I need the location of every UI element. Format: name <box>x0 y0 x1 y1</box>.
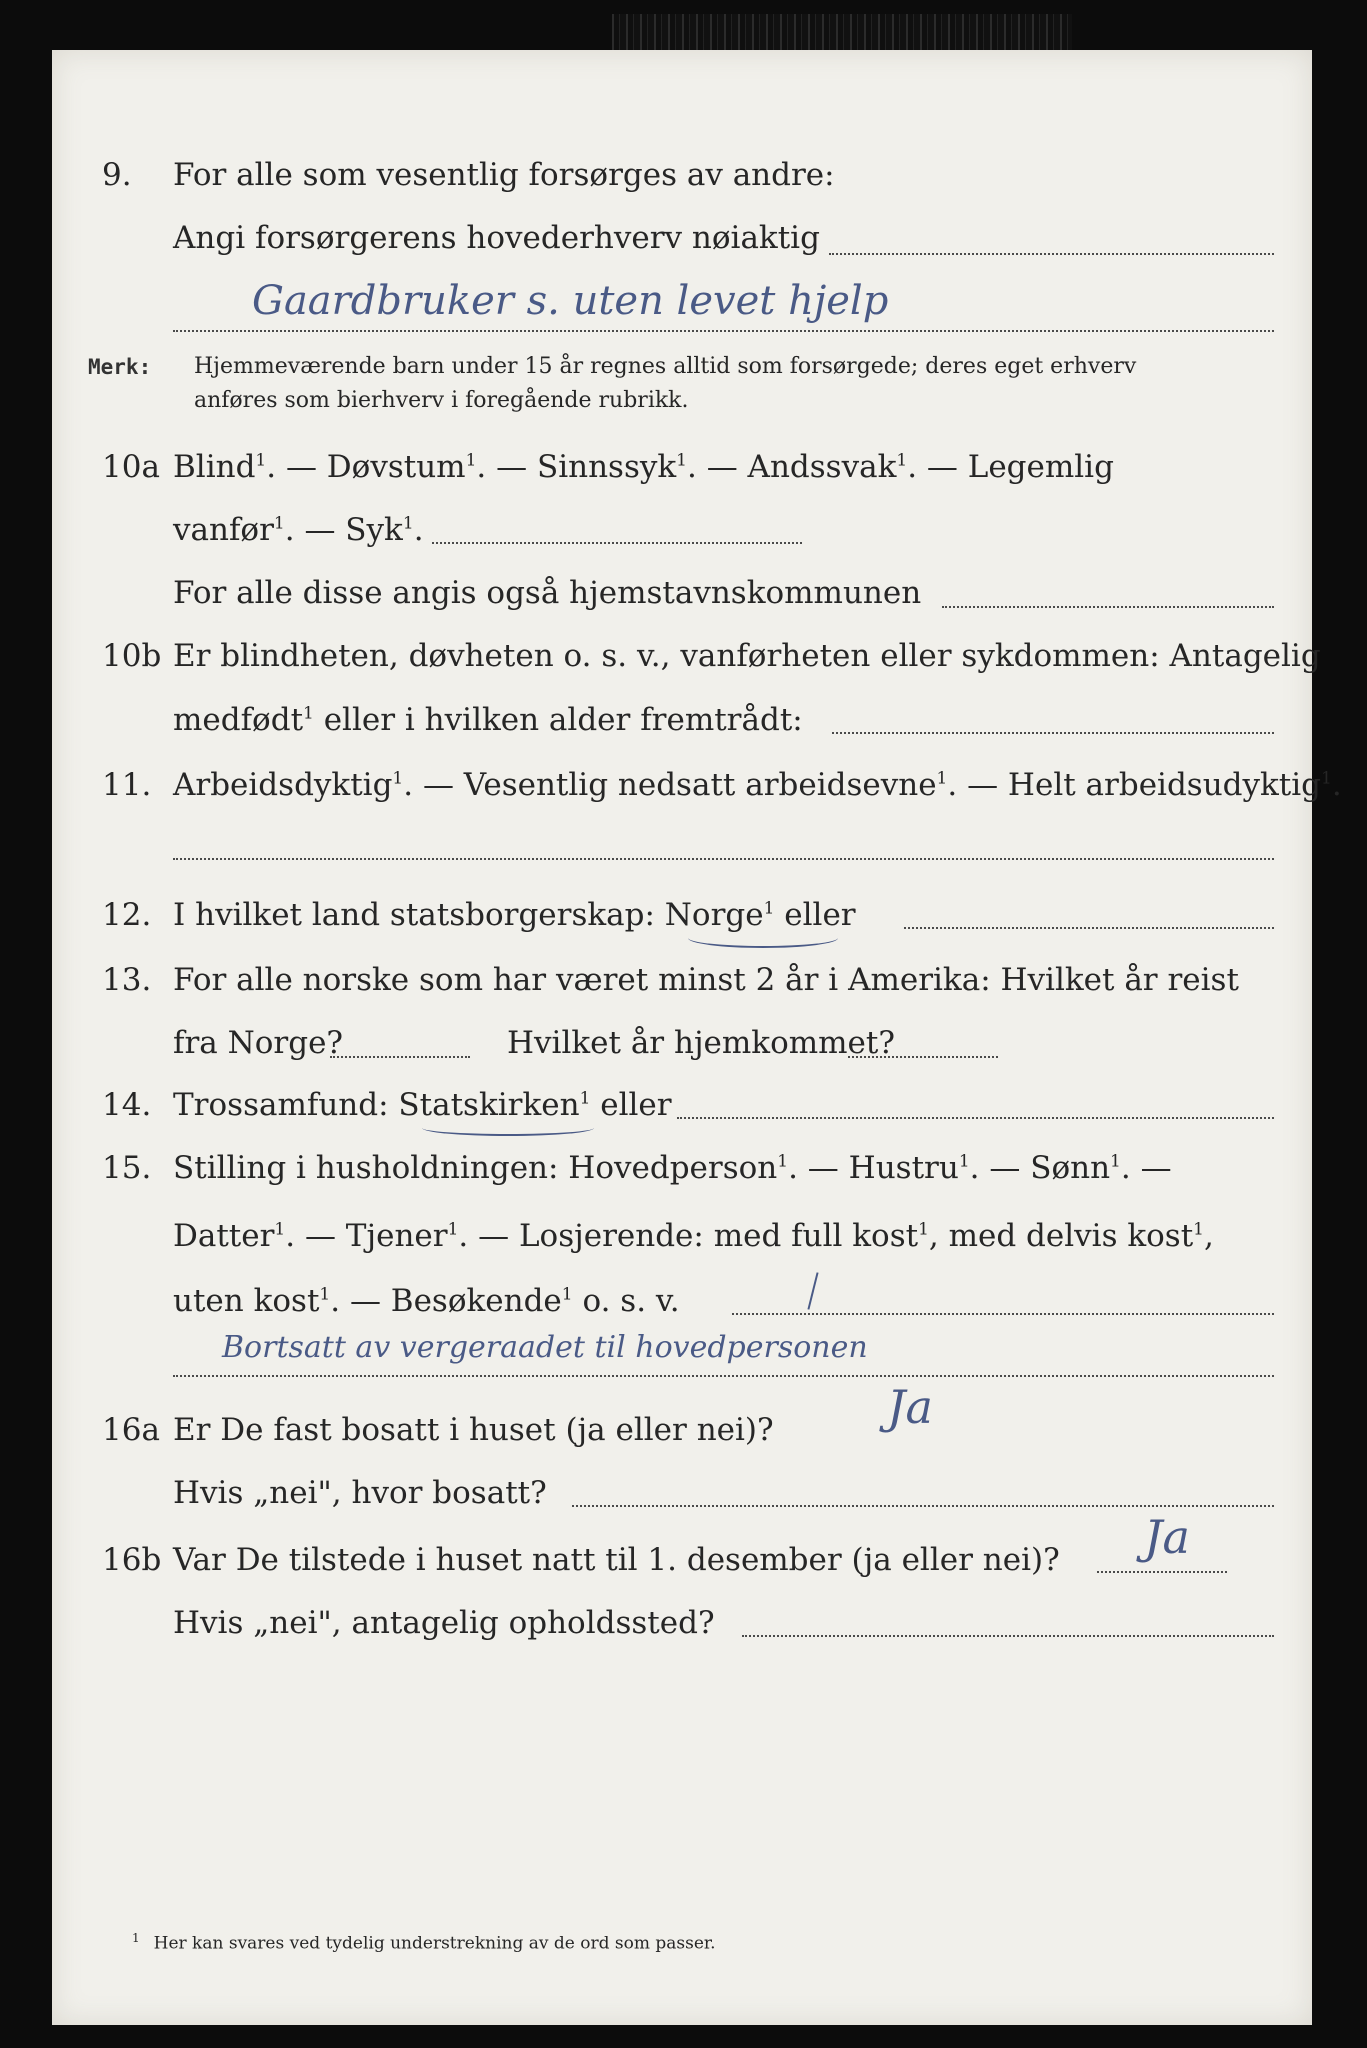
question-number: 10b <box>102 638 162 674</box>
question-number: 12. <box>102 897 152 933</box>
question-text: Trossamfund: Statskirken$^1$ eller <box>173 1087 672 1123</box>
question-10b-line-1 <box>52 631 1321 681</box>
question-12-line <box>52 890 1312 940</box>
answer-line <box>742 1635 1274 1637</box>
question-9-line-1 <box>52 150 1312 200</box>
note-text: anføres som bierhverv i foregående rubrikk. <box>194 388 689 413</box>
question-text: For alle som vesentlig forsørges av andre: <box>173 157 835 193</box>
answer-line <box>677 1117 1274 1119</box>
question-text: uten kost$^1$. — Besøkende$^1$ o. s. v. <box>173 1283 680 1319</box>
question-text: Hvis „nei", antagelig opholdssted? <box>173 1605 715 1641</box>
handwritten-answer: Bortsatt av vergeraadet til hovedpersonen <box>222 1330 868 1365</box>
answer-line <box>1097 1571 1227 1573</box>
question-text: Blind$^1$. — Døvstum$^1$. — Sinnssyk$^1$. — Andssvak$^1$. — Legemlig <box>173 449 1114 485</box>
handwritten-answer: Ja <box>887 1380 933 1434</box>
question-15-line-3 <box>52 1276 1312 1326</box>
question-text: Er De fast bosatt i huset (ja eller nei)? <box>173 1412 774 1448</box>
answer-line <box>832 732 1274 734</box>
question-10a-line-2 <box>52 505 1312 555</box>
underline-mark <box>422 1120 594 1136</box>
census-form-page <box>52 50 1342 2025</box>
question-text: fra Norge? <box>173 1025 344 1061</box>
note-label: Merk: <box>88 355 152 379</box>
question-9-line-2 <box>52 213 1312 263</box>
question-number: 10a <box>102 449 160 485</box>
answer-line <box>942 606 1274 608</box>
question-16a-line-1 <box>52 1405 1312 1455</box>
question-10b-line-2 <box>52 695 1312 745</box>
answer-line <box>173 858 1274 860</box>
question-text: Er blindheten, døvheten o. s. v., vanførheten eller sykdommen: Antagelig <box>173 638 1321 674</box>
footnote-mark: 1 <box>132 1931 140 1945</box>
question-text: medfødt$^1$ eller i hvilken alder fremtrådt: <box>173 702 803 738</box>
question-16b-line-1 <box>52 1535 1312 1585</box>
answer-line <box>432 542 802 544</box>
question-text: Arbeidsdyktig$^1$. — Vesentlig nedsatt arbeidsevne$^1$. — Helt arbeidsudyktig$^1$. <box>173 767 1342 803</box>
question-text: Stilling i husholdningen: Hovedperson$^1$. — Hustru$^1$. — Sønn$^1$. — <box>173 1150 1172 1186</box>
question-15-line-1 <box>52 1143 1312 1193</box>
question-number: 13. <box>102 962 152 998</box>
question-14-line <box>52 1080 1312 1130</box>
question-text: Hvilket år hjemkommet? <box>507 1025 895 1061</box>
question-number: 9. <box>102 157 132 193</box>
question-number: 16b <box>102 1542 162 1578</box>
footnote-text: Her kan svares ved tydelig understrekning av de ord som passer. <box>153 1933 716 1954</box>
question-number: 11. <box>102 767 152 803</box>
question-text: Datter$^1$. — Tjener$^1$. — Losjerende: med full kost$^1$, med delvis kost$^1$, <box>173 1218 1214 1254</box>
answer-line <box>829 253 1274 255</box>
answer-line <box>848 1056 998 1058</box>
question-11-line <box>52 760 1342 810</box>
question-text: Angi forsørgerens hovederhverv nøiaktig <box>173 220 820 256</box>
question-16b-line-2 <box>52 1598 1312 1648</box>
answer-line <box>330 1056 470 1058</box>
answer-line <box>173 1375 1274 1377</box>
answer-line <box>173 330 1274 332</box>
question-text: Hvis „nei", hvor bosatt? <box>173 1475 547 1511</box>
question-10a-line-1 <box>52 442 1312 492</box>
question-13-line-1 <box>52 955 1312 1005</box>
question-10a-line-3 <box>52 568 1312 618</box>
handwritten-answer: Gaardbruker s. uten levet hjelp <box>252 278 889 324</box>
scan-edge-marks <box>612 14 1072 50</box>
footnote <box>132 1926 716 1956</box>
question-text: For alle norske som har været minst 2 år i Amerika: Hvilket år reist <box>173 962 1239 998</box>
answer-line <box>904 927 1274 929</box>
note-text: Hjemmeværende barn under 15 år regnes alltid som forsørgede; deres eget erhverv <box>194 354 1137 379</box>
question-15-line-2 <box>52 1211 1312 1261</box>
question-text: Var De tilstede i huset natt til 1. desember (ja eller nei)? <box>173 1542 1060 1578</box>
answer-line <box>572 1505 1274 1507</box>
answer-line <box>732 1313 1274 1315</box>
question-text: For alle disse angis også hjemstavnskommunen <box>173 575 922 611</box>
question-number: 16a <box>102 1412 160 1448</box>
question-text: I hvilket land statsborgerskap: Norge$^1$ eller <box>173 897 856 933</box>
handwritten-answer: Ja <box>1144 1510 1190 1564</box>
question-number: 15. <box>102 1150 152 1186</box>
question-16a-line-2 <box>52 1468 1312 1518</box>
question-text: vanfør$^1$. — Syk$^1$. <box>173 512 424 548</box>
underline-mark <box>688 928 838 948</box>
question-number: 14. <box>102 1087 152 1123</box>
question-13-line-2 <box>52 1018 1312 1068</box>
